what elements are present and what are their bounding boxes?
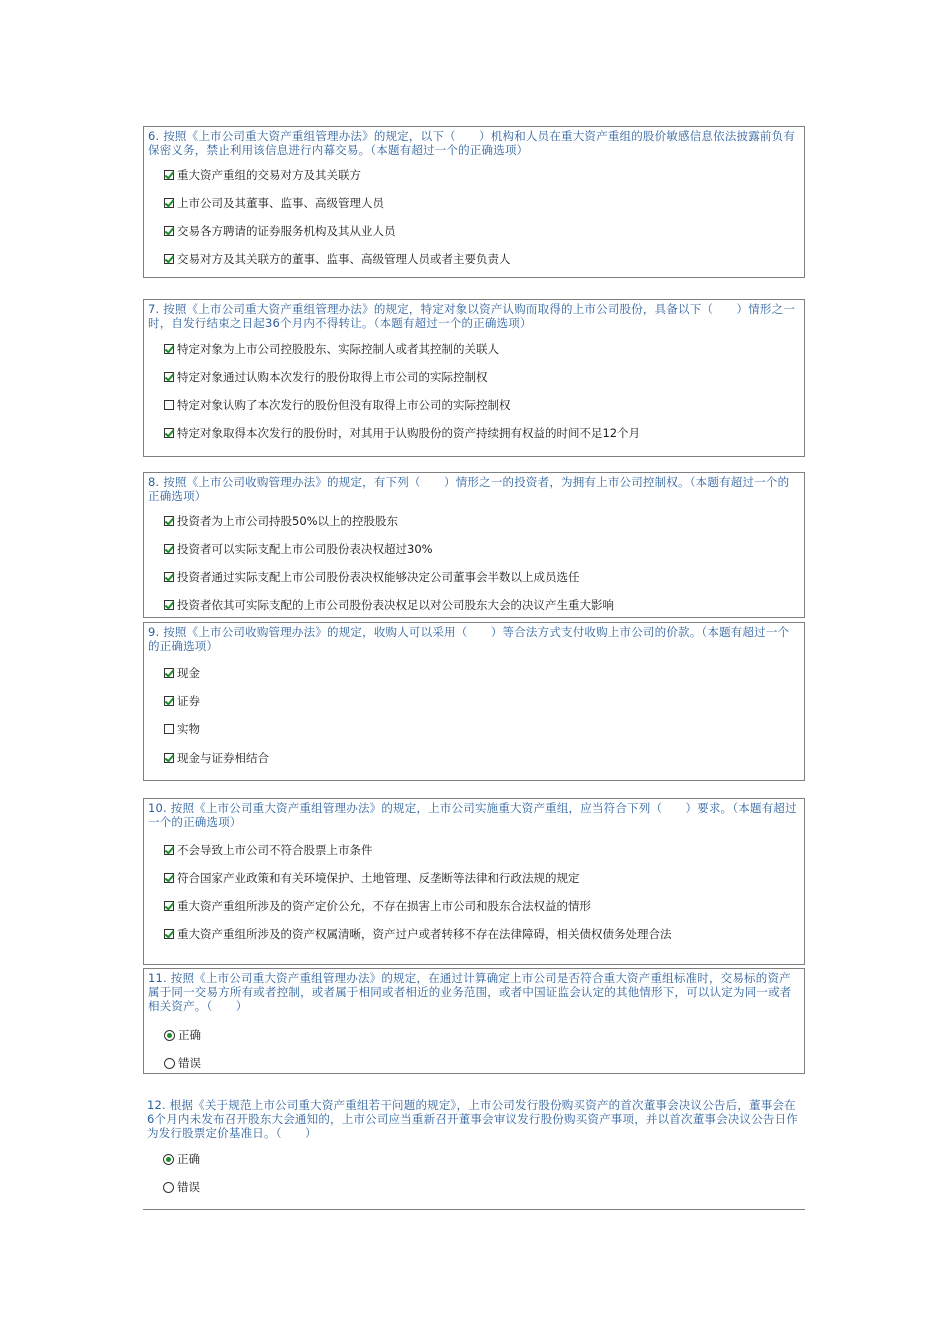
option-label: 符合国家产业政策和有关环境保护、土地管理、反垄断等法律和行政法规的规定 <box>177 871 580 885</box>
option[interactable] <box>164 196 384 210</box>
question-7 <box>143 299 805 457</box>
checkbox-checked-icon[interactable] <box>164 753 174 763</box>
option[interactable] <box>163 1152 200 1166</box>
option-label: 现金与证券相结合 <box>177 751 269 765</box>
option-label: 证券 <box>177 694 200 708</box>
option[interactable] <box>164 514 398 528</box>
option[interactable] <box>164 426 640 440</box>
question-text: 10. 按照《上市公司重大资产重组管理办法》的规定，上市公司实施重大资产重组，应当符合下列（ ）要求。（本题有超过一个的正确选项） <box>148 801 797 829</box>
checkbox-checked-icon[interactable] <box>164 372 174 382</box>
option-label: 投资者通过实际支配上市公司股份表决权能够决定公司董事会半数以上成员选任 <box>177 570 580 584</box>
option[interactable] <box>164 252 511 266</box>
option[interactable] <box>164 598 614 612</box>
option-label: 特定对象为上市公司控股股东、实际控制人或者其控制的关联人 <box>177 342 499 356</box>
option[interactable] <box>164 342 499 356</box>
checkbox-unchecked-icon[interactable] <box>164 400 174 410</box>
question-text: 6. 按照《上市公司重大资产重组管理办法》的规定，以下（ ）机构和人员在重大资产重组的股价敏感信息依法披露前负有保密义务，禁止利用该信息进行内幕交易。（本题有超过一个的正确选项） <box>148 129 796 157</box>
option[interactable] <box>164 570 580 584</box>
option[interactable] <box>164 370 488 384</box>
option[interactable] <box>163 1180 200 1194</box>
checkbox-checked-icon[interactable] <box>164 344 174 354</box>
option[interactable] <box>164 666 200 680</box>
option[interactable] <box>164 224 396 238</box>
checkbox-checked-icon[interactable] <box>164 428 174 438</box>
option-label: 投资者依其可实际支配的上市公司股份表决权足以对公司股东大会的决议产生重大影响 <box>177 598 614 612</box>
option[interactable] <box>164 168 361 182</box>
radio-unselected-icon[interactable] <box>163 1182 174 1193</box>
option[interactable] <box>164 843 373 857</box>
question-6 <box>143 126 805 278</box>
option[interactable] <box>164 927 672 941</box>
question-12 <box>143 1096 805 1210</box>
option-label: 实物 <box>177 722 200 736</box>
radio-selected-icon[interactable] <box>163 1154 174 1165</box>
radio-unselected-icon[interactable] <box>164 1058 175 1069</box>
option-label: 投资者为上市公司持股50%以上的控股股东 <box>177 514 399 528</box>
option-label: 交易对方及其关联方的董事、监事、高级管理人员或者主要负责人 <box>177 252 511 266</box>
checkbox-checked-icon[interactable] <box>164 544 174 554</box>
option-label: 特定对象通过认购本次发行的股份取得上市公司的实际控制权 <box>177 370 488 384</box>
checkbox-checked-icon[interactable] <box>164 226 174 236</box>
checkbox-checked-icon[interactable] <box>164 873 174 883</box>
checkbox-checked-icon[interactable] <box>164 668 174 678</box>
option-label: 正确 <box>177 1152 200 1166</box>
question-text: 7. 按照《上市公司重大资产重组管理办法》的规定，特定对象以资产认购而取得的上市公司股份，具备以下（ ）情形之一时，自发行结束之日起36个月内不得转让。（本题有超过一个的正确选项） <box>148 302 796 330</box>
checkbox-checked-icon[interactable] <box>164 901 174 911</box>
option-label: 特定对象认购了本次发行的股份但没有取得上市公司的实际控制权 <box>177 398 511 412</box>
option-label: 重大资产重组所涉及的资产权属清晰，资产过户或者转移不存在法律障碍，相关债权债务处理合法 <box>177 927 672 941</box>
option-label: 重大资产重组所涉及的资产定价公允，不存在损害上市公司和股东合法权益的情形 <box>177 899 591 913</box>
option-label: 特定对象取得本次发行的股份时，对其用于认购股份的资产持续拥有权益的时间不足12个月 <box>177 426 641 440</box>
checkbox-checked-icon[interactable] <box>164 845 174 855</box>
option[interactable] <box>164 1028 201 1042</box>
option-label: 投资者可以实际支配上市公司股份表决权超过30% <box>177 542 433 556</box>
option[interactable] <box>164 899 591 913</box>
option[interactable] <box>164 871 580 885</box>
checkbox-checked-icon[interactable] <box>164 170 174 180</box>
option-label: 上市公司及其董事、监事、高级管理人员 <box>177 196 384 210</box>
checkbox-checked-icon[interactable] <box>164 254 174 264</box>
checkbox-checked-icon[interactable] <box>164 600 174 610</box>
option[interactable] <box>164 1056 201 1070</box>
option-label: 错误 <box>178 1056 201 1070</box>
option[interactable] <box>164 722 200 736</box>
question-9 <box>143 622 805 781</box>
option-label: 现金 <box>177 666 200 680</box>
checkbox-checked-icon[interactable] <box>164 516 174 526</box>
question-11 <box>143 968 805 1074</box>
question-text: 11. 按照《上市公司重大资产重组管理办法》的规定，在通过计算确定上市公司是否符合重大资产重组标准时，交易标的资产属于同一交易方所有或者控制，或者属于相同或者相近的业务范围，或者中国证监会认定的其他情形下，可以认定为同一或者相关资产。（ ） <box>148 971 792 1013</box>
checkbox-checked-icon[interactable] <box>164 198 174 208</box>
option-label: 不会导致上市公司不符合股票上市条件 <box>177 843 373 857</box>
option[interactable] <box>164 694 200 708</box>
checkbox-unchecked-icon[interactable] <box>164 724 174 734</box>
option-label: 错误 <box>177 1180 200 1194</box>
option[interactable] <box>164 542 433 556</box>
checkbox-checked-icon[interactable] <box>164 572 174 582</box>
checkbox-checked-icon[interactable] <box>164 696 174 706</box>
question-text: 12. 根据《关于规范上市公司重大资产重组若干问题的规定》，上市公司发行股份购买资产的首次董事会决议公告后，董事会在6个月内未发布召开股东大会通知的，上市公司应当重新召开董事会审议发行股份购买资产事项，并以首次董事会决议公告日作为发行股票定价基准日。（ ） <box>147 1098 799 1140</box>
option-label: 正确 <box>178 1028 201 1042</box>
option-label: 重大资产重组的交易对方及其关联方 <box>177 168 361 182</box>
question-text: 8. 按照《上市公司收购管理办法》的规定，有下列（ ）情形之一的投资者，为拥有上市公司控制权。（本题有超过一个的正确选项） <box>148 475 790 503</box>
question-8 <box>143 472 805 618</box>
option[interactable] <box>164 398 511 412</box>
question-text: 9. 按照《上市公司收购管理办法》的规定，收购人可以采用（ ）等合法方式支付收购上市公司的价款。（本题有超过一个的正确选项） <box>148 625 790 653</box>
option[interactable] <box>164 751 269 765</box>
option-label: 交易各方聘请的证券服务机构及其从业人员 <box>177 224 396 238</box>
question-10 <box>143 798 805 965</box>
checkbox-checked-icon[interactable] <box>164 929 174 939</box>
radio-selected-icon[interactable] <box>164 1030 175 1041</box>
